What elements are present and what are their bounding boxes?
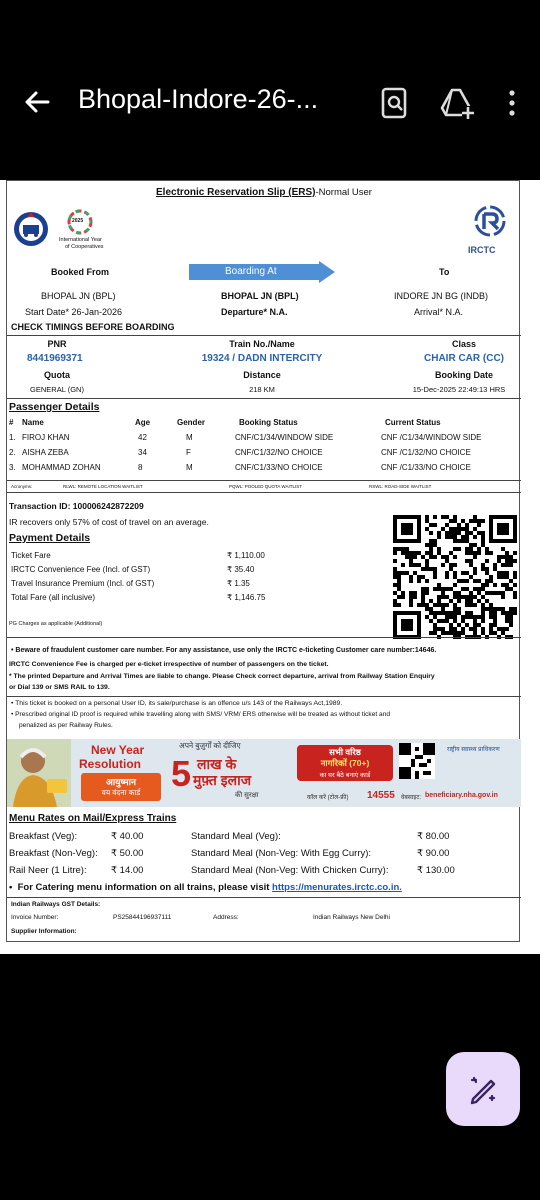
total-label: Total Fare (all inclusive) <box>11 593 96 602</box>
insurance-value: ₹ 1.35 <box>227 579 250 588</box>
notice-times-2: or Dial 139 or SMS RAIL to 139. <box>9 684 110 691</box>
divider <box>7 696 521 697</box>
divider <box>7 637 521 638</box>
catering-link[interactable]: https://menurates.irctc.co.in. <box>272 882 402 893</box>
menu-item-label: Breakfast (Veg): <box>9 831 78 842</box>
menu-item-price: ₹ 14.00 <box>111 865 144 876</box>
irctc-label: IRCTC <box>468 245 496 255</box>
transaction-id: Transaction ID: 100006242872209 <box>9 501 144 511</box>
quota-label: Quota <box>44 370 70 380</box>
ad-big-number: 5 <box>171 753 192 794</box>
total-value: ₹ 1,146.75 <box>227 593 266 602</box>
passenger-details-title: Passenger Details <box>9 401 100 413</box>
ad-qr-icon <box>399 743 435 779</box>
acronym-rlwl: RLWL: REMOTE LOCATION WAITLIST <box>63 484 143 489</box>
divider <box>7 398 521 399</box>
distance-value: 218 KM <box>249 385 275 394</box>
class-value: CHAIR CAR (CC) <box>424 353 504 364</box>
ad-website-label: वेबसाइट: <box>401 795 422 801</box>
irctc-logo-icon <box>470 205 510 245</box>
menu-item-price: ₹ 40.00 <box>111 831 144 842</box>
menu-item-price: ₹ 50.00 <box>111 848 144 859</box>
menu-item-price: ₹ 130.00 <box>417 865 455 876</box>
acronyms-label: Acronyms: <box>11 484 33 489</box>
ad-free-treatment: मुफ़्त इलाज <box>193 772 252 788</box>
from-station: BHOPAL JN (BPL) <box>41 291 116 301</box>
to-label: To <box>439 267 450 277</box>
notice-personal-id: • This ticket is booked on a personal User ID, its sale/purchase is an offence u/s 143 of the Railways Act,1989. <box>11 700 343 707</box>
back-arrow-icon[interactable] <box>22 84 52 120</box>
catering-note: • For Catering menu information on all trains, please visit https://menurates.irctc.co.in. <box>9 882 402 893</box>
notice-id-proof: • Prescribed original ID proof is required while travelling along with SMS/ VRM/ ERS otherwise will be treated as without ticket and <box>11 711 391 718</box>
conv-fee-value: ₹ 35.40 <box>227 565 255 574</box>
menu-item-label: Standard Meal (Non-Veg: With Chicken Curry): <box>191 865 389 876</box>
address-label: Address: <box>213 914 239 921</box>
notice-times: * The printed Departure and Arrival Times are liable to change. Please Check correct departure, arrival from Railway Station Enquiry <box>9 673 435 680</box>
ers-title: Electronic Reservation Slip (ERS)-Normal User <box>156 187 372 198</box>
ad-security: की सुरक्षा <box>235 792 259 799</box>
train-label: Train No./Name <box>229 339 295 349</box>
start-date: Start Date* 26-Jan-2026 <box>25 307 123 317</box>
menu-item-price: ₹ 90.00 <box>417 848 450 859</box>
ad-hindi-top: अपने बुज़ुर्गों को दीजिए <box>179 741 241 750</box>
class-label: Class <box>451 339 477 349</box>
ad-lakh: लाख के <box>197 756 237 772</box>
ayushman-card-badge: आयुष्मान वय वंदना कार्ड <box>81 773 161 801</box>
check-timings-note: CHECK TIMINGS BEFORE BOARDING <box>11 322 175 332</box>
indian-railways-logo-icon <box>13 211 49 247</box>
invoice-number: PS25844196937111 <box>113 914 172 921</box>
divider <box>7 897 521 898</box>
quota-value: GENERAL (GN) <box>30 385 84 394</box>
ers-border: Electronic Reservation Slip (ERS)-Normal User 2025 International Year of Cooperatives IRCTC Booked From Boarding At To BHOPAL JN (BPL) BHOPAL JN (BPL) INDORE JN BG (INDB) Start Date* 26-Jan-2026 Departure* N.A. Arrival* N.A. CHECK TIMINGS BEFORE BOARDING PNR Train No./Name Class 8441969371 19324 / DADN INTERCITY CHAIR CAR (CC) Quota Distance Booking Date GENERAL (GN) 218 KM 15-Dec-2025 22:49:13 HRS Passenger Details # Name Age Gender Booking Status Current Status 1. FIROJ KHAN 42 M CNF/C1/34/WINDOW SIDE CNF /C1/34/WINDOW SIDE 2. AISHA ZEBA 34 F CNF/C1/32/NO CHOICE CNF /C1/32/NO CHOICE 3. MOHAMMAD ZOHAN 8 M CNF/C1/33/NO CHOICE CNF /C1/33/NO CHOICE Acronyms: RLWL: REMOTE LOCATION WAITLIST PQWL: POOLED QUOTA WAITLIST RSWL: ROAD-SIDE WAITLIST Transaction ID: 100006242872209 IR recovers only 57% of cost of travel on an average. Payment Details Ticket Fare ₹ 1,110.00 IRCTC Convenience Fee (Incl. of GST) ₹ 35.40 Travel Insurance Premium (Incl. of GST) ₹ 1.35 Total Fare (all inclusive) ₹ 1,146.75 PG Charges as applicable (Additional) • Beware of fraudulent customer care number. For any assistance, use only the IRCTC e-ticketing Customer care number:14646. IRCTC Convenience Fee is charged per e-ticket irrespective of number of passengers on the ticket. * The printed Departure and Arrival Times are liable to change. Please Check correct departure, arrival from Railway Station Enquiry or Dial 139 or SMS RAIL to 139. • This ticket is booked on a personal User ID, its sale/purchase is an offence u/s 143 of the Railways Act,1989. • Prescribed original ID proof is required while travelling along with SMS/ VRM/ ERS otherwise will be treated as without ticket and penalized as per Railway Rules. New Year Resolution आयुष्मान वय वंदना कार्ड अपने बुज़ुर्गों को दीजिए 5 लाख के मुफ़्त इलाज की सुरक्षा सभी वरिष्ठ नागरिकों (70+) का घर बैठे बनाएं कार्ड राष्ट्रीय स्वास्थ्य प्राधिकरण कॉल करें (टोल-फ्री) 14555 वेबसाइट: beneficiary.nha.gov.in Menu Rates on Mail/Express Trains Breakfast (Veg): ₹ 40.00 Breakfast (Non-Veg): ₹ 50.00 Rail Neer (1 Litre): ₹ 14.00 Standard Meal (Veg): ₹ 80.00 Standard Meal (Non-Veg: With Egg Curry): ₹ 90.00 Standard Meal (Non-Veg: With Chicken Curry): ₹ 130.00 • For Catering menu information on all trains, please visit https://menurates.irctc.co.in. Indian Railways GST Details: Invoice Number: PS25844196937111 Address: Indian Railways New Delhi Supplier Information: <box>6 180 520 942</box>
ad-new-year: New Year <box>91 743 145 757</box>
ers-document <box>0 180 540 954</box>
menu-item-price: ₹ 80.00 <box>417 831 450 842</box>
pnr-value: 8441969371 <box>27 353 83 364</box>
address-value: Indian Railways New Delhi <box>313 914 390 921</box>
lens-search-icon[interactable] <box>378 86 412 120</box>
col-booking-status: Booking Status <box>239 418 298 427</box>
menu-rates-title: Menu Rates on Mail/Express Trains <box>9 813 177 824</box>
boarding-station: BHOPAL JN (BPL) <box>221 291 299 301</box>
acronym-pqwl: PQWL: POOLED QUOTA WAITLIST <box>229 484 303 489</box>
fare-value: ₹ 1,110.00 <box>227 551 265 560</box>
ayushman-ad-banner[interactable] <box>7 739 521 807</box>
conv-fee-label: IRCTC Convenience Fee (Incl. of GST) <box>11 565 151 574</box>
ad-resolution: Resolution <box>79 757 141 771</box>
menu-item-label: Standard Meal (Veg): <box>191 831 281 842</box>
invoice-label: Invoice Number: <box>11 914 59 921</box>
distance-label: Distance <box>243 370 281 380</box>
boarding-at-label: Boarding At <box>225 266 277 277</box>
notice-id-proof-2: penalized as per Railway Rules. <box>19 722 113 729</box>
menu-item-label: Breakfast (Non-Veg): <box>9 848 98 859</box>
notice-fraud: • Beware of fraudulent customer care number. For any assistance, use only the IRCTC e-ticketing Customer care number:14646. <box>11 647 437 654</box>
ad-authority: राष्ट्रीय स्वास्थ्य प्राधिकरण <box>447 747 500 753</box>
divider <box>7 492 521 493</box>
train-value: 19324 / DADN INTERCITY <box>201 353 323 364</box>
qr-code <box>393 515 517 639</box>
menu-item-label: Standard Meal (Non-Veg: With Egg Curry): <box>191 848 372 859</box>
acronym-rswl: RSWL: ROAD-SIDE WAITLIST <box>369 484 432 489</box>
booked-from-label: Booked From <box>51 267 110 277</box>
notice-convenience: IRCTC Convenience Fee is charged per e-ticket irrespective of number of passengers on the ticket. <box>9 661 329 668</box>
ad-senior-citizen-badge: सभी वरिष्ठ नागरिकों (70+) का घर बैठे बनाएं कार्ड <box>297 745 393 781</box>
gst-title: Indian Railways GST Details: <box>11 901 101 908</box>
col-age: Age <box>135 418 151 427</box>
divider <box>7 480 521 481</box>
pg-note: PG Charges as applicable (Additional) <box>9 621 103 627</box>
booking-date-label: Booking Date <box>434 370 493 380</box>
booking-date-value: 15-Dec-2025 22:49:13 HRS <box>412 385 506 394</box>
edit-pen-sparkle-icon <box>446 1052 520 1126</box>
ad-toll-free: 14555 <box>367 790 395 801</box>
col-current-status: Current Status <box>385 418 441 427</box>
drive-add-icon[interactable] <box>440 86 474 120</box>
col-gender: Gender <box>177 418 206 427</box>
col-name: Name <box>22 418 44 427</box>
fare-label: Ticket Fare <box>11 551 51 560</box>
to-station: INDORE JN BG (INDB) <box>394 291 489 301</box>
app-bar <box>0 0 540 180</box>
payment-details-title: Payment Details <box>9 532 91 544</box>
more-vert-icon[interactable] <box>500 86 534 120</box>
elderly-woman-photo-icon <box>7 739 71 807</box>
ad-website[interactable]: beneficiary.nha.gov.in <box>425 792 498 799</box>
divider <box>7 335 521 336</box>
arrival: Arrival* N.A. <box>414 307 464 317</box>
recover-note: IR recovers only 57% of cost of travel on an average. <box>9 517 209 527</box>
ad-call-label: कॉल करें (टोल-फ्री) <box>307 795 349 801</box>
departure: Departure* N.A. <box>221 307 288 317</box>
edit-fab-button[interactable] <box>446 1052 520 1126</box>
supplier-label: Supplier Information: <box>11 928 77 935</box>
menu-item-label: Rail Neer (1 Litre): <box>9 865 87 876</box>
pnr-label: PNR <box>47 339 67 349</box>
insurance-label: Travel Insurance Premium (Incl. of GST) <box>11 579 155 588</box>
document-title: Bhopal-Indore-26-... <box>78 84 319 114</box>
col-no: # <box>9 418 14 427</box>
